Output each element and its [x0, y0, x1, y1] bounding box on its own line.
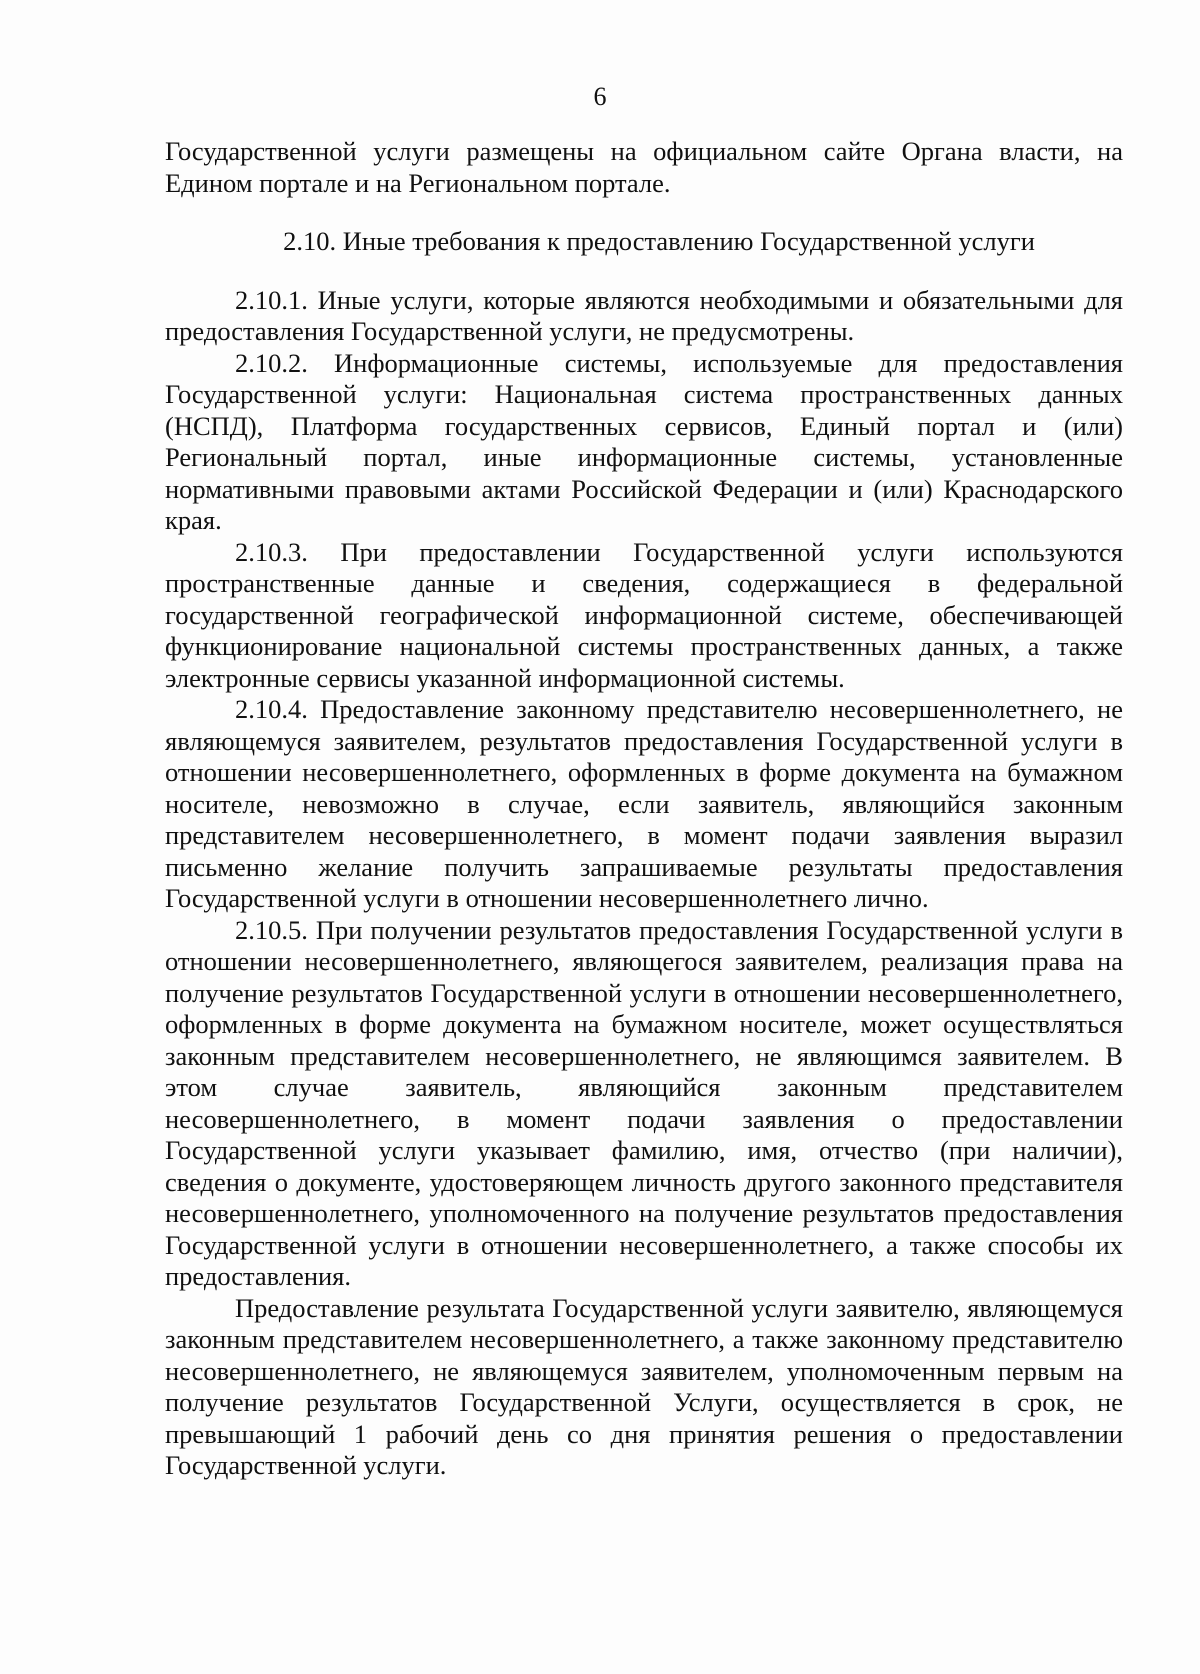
paragraph-final: Предоставление результата Государственной услуги заявителю, являющемуся законным представителем несовершеннолетнего, а также законному представителю несовершеннолетнего, не являющемуся заявителем, уполномоченным первым на получение результатов Государственной Услуги, осуществляется в срок, не превышающий 1 рабочий день со дня принятия решения о предоставлении Государственной услуги. [165, 1292, 1123, 1480]
section-heading: 2.10. Иные требования к предоставлению Государственной услуги [283, 226, 1035, 256]
paragraph-continuation: Государственной услуги размещены на официальном сайте Органа власти, на Едином портале и на Региональном портале. [165, 136, 1123, 198]
paragraph-2-10-2: 2.10.2. Информационные системы, используемые для предоставления Государственной услуги: Национальная система пространственных данных (НСПД), Платформа государственных сервисов, Единый портал и (или) Региональный портал, иные информационные системы, установленные нормативными правовыми актами Российской Федерации и (или) Краснодарского края. [165, 347, 1123, 535]
paragraph-2-10-4: 2.10.4. Предоставление законному представителю несовершеннолетнего, не являющемуся заявителем, результатов предоставления Государственной услуги в отношении несовершеннолетнего, оформленных в форме документа на бумажном носителе, невозможно в случае, если заявитель, являющийся законным представителем несовершеннолетнего, в момент подачи заявления выразил письменно желание получить запрашиваемые результаты предоставления Государственной услуги в отношении несовершеннолетнего лично. [165, 694, 1123, 913]
paragraph-2-10-1: 2.10.1. Иные услуги, которые являются необходимыми и обязательными для предоставления Государственной услуги, не предусмотрены. [165, 284, 1123, 346]
paragraph-2-10-3: 2.10.3. При предоставлении Государственной услуги используются пространственные данные и сведения, содержащиеся в федеральной государственной географической информационной системе, обеспечивающей функционирование национальной системы пространственных данных, а также электронные сервисы указанной информационной системы. [165, 536, 1123, 693]
document-body [165, 136, 1123, 1482]
page-number: 6 [593, 82, 607, 111]
paragraph-2-10-5: 2.10.5. При получении результатов предоставления Государственной услуги в отношении несовершеннолетнего, являющегося заявителем, реализация права на получение результатов Государственной услуги в отношении несовершеннолетнего, оформленных в форме документа на бумажном носителе, может осуществляться законным представителем несовершеннолетнего, не являющимся заявителем. В этом случае заявитель, являющийся законным представителем несовершеннолетнего, в момент подачи заявления о предоставлении Государственной услуги указывает фамилию, имя, отчество (при наличии), сведения о документе, удостоверяющем личность другого законного представителя несовершеннолетнего, уполномоченного на получение результатов предоставления Государственной услуги в отношении несовершеннолетнего, а также способы их предоставления. [165, 914, 1123, 1291]
